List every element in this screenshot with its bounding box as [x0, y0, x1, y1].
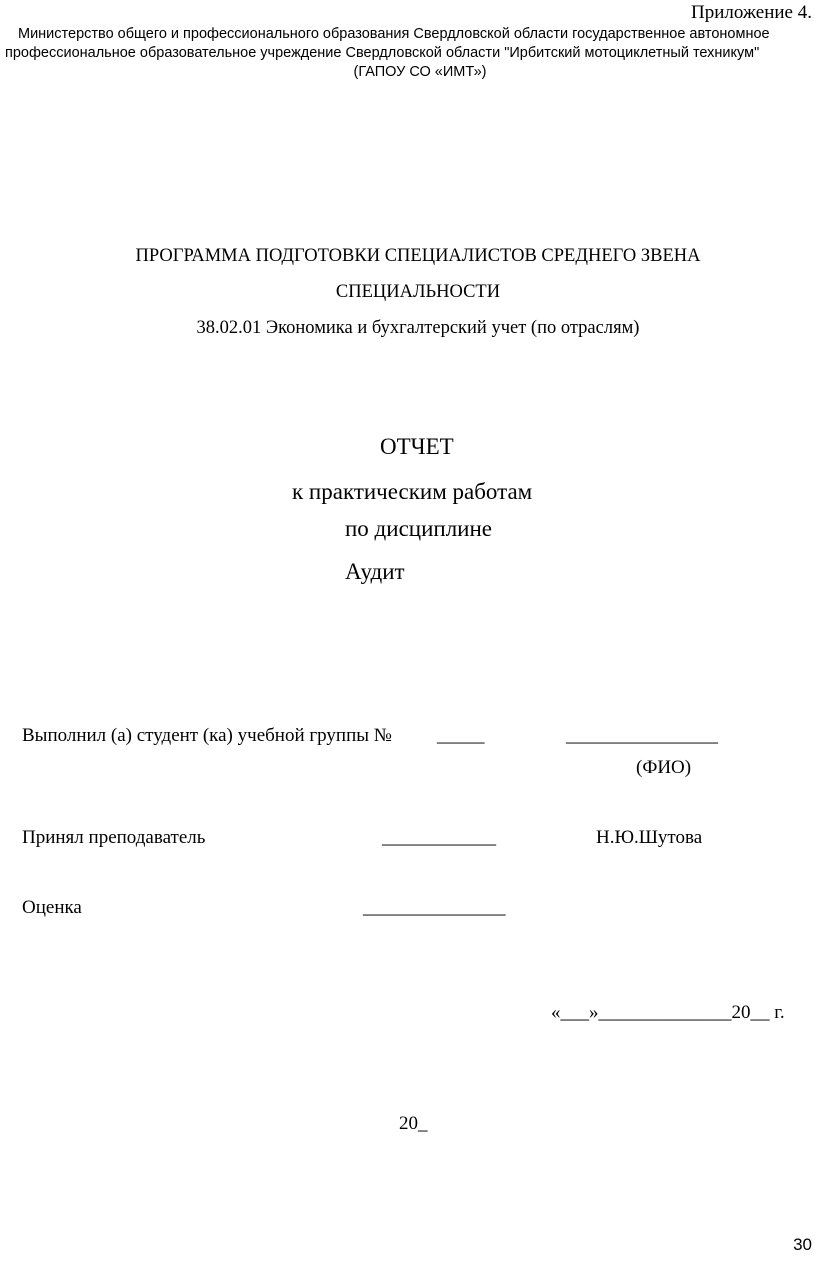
header-abbreviation: (ГАПОУ СО «ИМТ»)	[353, 64, 487, 80]
report-discipline-name: Аудит	[345, 559, 405, 584]
student-name-blank: ________________	[566, 725, 718, 746]
program-specialty-code: 38.02.01 Экономика и бухгалтерский учет (по отраслям)	[196, 318, 640, 338]
appendix-label: Приложение 4.	[691, 2, 812, 23]
completed-by-label: Выполнил (а) студент (ка) учебной группы №	[22, 725, 392, 746]
grade-blank: _______________	[363, 897, 506, 918]
page-number: 30	[793, 1235, 812, 1254]
report-title: ОТЧЕТ	[380, 434, 454, 459]
report-discipline-label: по дисциплине	[345, 516, 493, 541]
program-title: ПРОГРАММА ПОДГОТОВКИ СПЕЦИАЛИСТОВ СРЕДНЕГО ЗВЕНА	[135, 246, 701, 266]
year-line: 20_	[399, 1113, 428, 1134]
student-name-caption: (ФИО)	[636, 757, 692, 778]
header-institution-line: профессиональное образовательное учреждение Свердловской области "Ирбитский мотоциклетный техникум"	[5, 45, 760, 61]
accepted-by-label: Принял преподаватель	[22, 827, 206, 848]
header-ministry-line: Министерство общего и профессионального образования Свердловской области государственное автономное	[18, 26, 770, 42]
group-number-blank: _____	[437, 725, 485, 746]
teacher-signature-blank: ____________	[382, 827, 496, 848]
grade-label: Оценка	[22, 897, 82, 918]
report-subtitle: к практическим работам	[292, 479, 533, 504]
date-line: «___»______________20__ г.	[551, 1002, 785, 1023]
teacher-name: Н.Ю.Шутова	[596, 827, 703, 848]
program-specialty-label: СПЕЦИАЛЬНОСТИ	[335, 282, 501, 302]
